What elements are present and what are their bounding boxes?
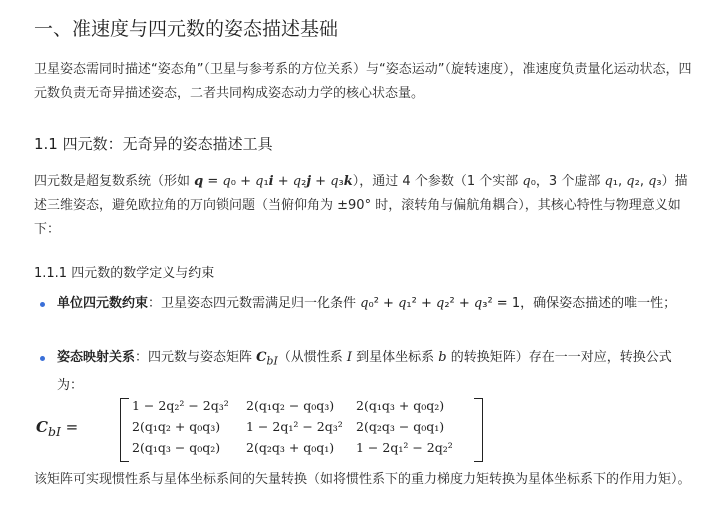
left-bracket: [120, 398, 129, 462]
matrix-cell: 2(q₁q₃ − q₀q₂): [132, 440, 221, 455]
bullet1-text-a: ：卫星姿态四元数需满足归一化条件: [148, 296, 361, 311]
matrix-label: $C_{bI}$ =: [36, 418, 79, 439]
bullet-dot-icon: [40, 302, 45, 307]
matrix-cell: 1 − 2q₂² − 2q₃²: [132, 398, 229, 413]
subsection-heading: 1.1 四元数：无奇异的姿态描述工具: [34, 135, 273, 153]
para2-c: ，3 个虚部: [535, 174, 605, 189]
bullet1-label: 单位四元数约束: [57, 296, 149, 311]
matrix-cell: 2(q₁q₂ + q₀q₃): [132, 419, 221, 434]
matrix-cell: 2(q₁q₃ + q₀q₂): [356, 398, 445, 413]
right-bracket: [474, 398, 483, 462]
matrix-cell: 1 − 2q₁² − 2q₃²: [246, 419, 343, 434]
intro-paragraph: 卫星姿态需同时描述“姿态角”（卫星与参考系的方位关系）与“姿态运动”（旋转速度），准速度负责量化运动状态，四元数负责无奇异描述姿态，二者共同构成姿态动力学的核心状态量。: [34, 62, 692, 101]
attitude-matrix-equation: [36, 396, 456, 462]
para2-d: ）描述三维姿态，避免欧拉角的万向锁问题（当俯仰角为 ±90° 时，滚转角与偏航角耦合），其核心特性与物理意义如下：: [34, 174, 688, 237]
bullet1-text-b: ，确保姿态描述的唯一性；: [520, 296, 677, 311]
section-heading: 一、准速度与四元数的姿态描述基础: [34, 18, 339, 40]
matrix-cell: 1 − 2q₁² − 2q₂²: [356, 440, 453, 455]
bullet2-text-c: 到星体坐标系: [352, 350, 439, 365]
matrix-grid: [132, 398, 472, 461]
sub-subsection-heading: 1.1.1 四元数的数学定义与约束: [34, 266, 215, 281]
list-item: 姿态映射关系：四元数与姿态矩阵 $C_{bI}$（从惯性系 I 到星体坐标系 b 的转换矩阵）存在一一对应，转换公式为：: [40, 346, 690, 398]
bullet2-text-d: 的转换矩阵）存在一一对应，转换公式为：: [57, 350, 672, 393]
matrix-cell: 2(q₁q₂ − q₀q₃): [246, 398, 335, 413]
matrix-cell: 2(q₂q₃ − q₀q₁): [356, 419, 445, 434]
closing-paragraph: 该矩阵可实现惯性系与星体坐标系间的矢量转换（如将惯性系下的重力梯度力矩转换为星体坐标系下的作用力矩）。: [34, 472, 691, 487]
list-item: 单位四元数约束：卫星姿态四元数需满足归一化条件 q₀² + q₁² + q₂² + q₃² = 1，确保姿态描述的唯一性；: [40, 292, 690, 316]
para2-a: 四元数是超复数系统（形如: [34, 174, 195, 189]
matrix-cell: 2(q₂q₃ + q₀q₁): [246, 440, 335, 455]
bullet2-text-b: （从惯性系: [277, 350, 347, 365]
bullet2-text-a: ：四元数与姿态矩阵: [135, 350, 257, 365]
para2-b: ，通过 4 个参数（1 个实部: [359, 174, 523, 189]
bullet2-label: 姿态映射关系: [57, 350, 136, 365]
bullet-dot-icon: [40, 356, 45, 361]
quaternion-paragraph: 四元数是超复数系统（形如 q = q₀ + q₁i + q₂j + q₃k），通过 4 个参数（1 个实部 q₀，3 个虚部 q₁, q₂, q₃）描述三维姿态，避免欧拉角的万向锁问题（当俯仰角为 ±90° 时，滚转角与偏航角耦合），其核心特性与物理意义如下：: [34, 174, 688, 237]
